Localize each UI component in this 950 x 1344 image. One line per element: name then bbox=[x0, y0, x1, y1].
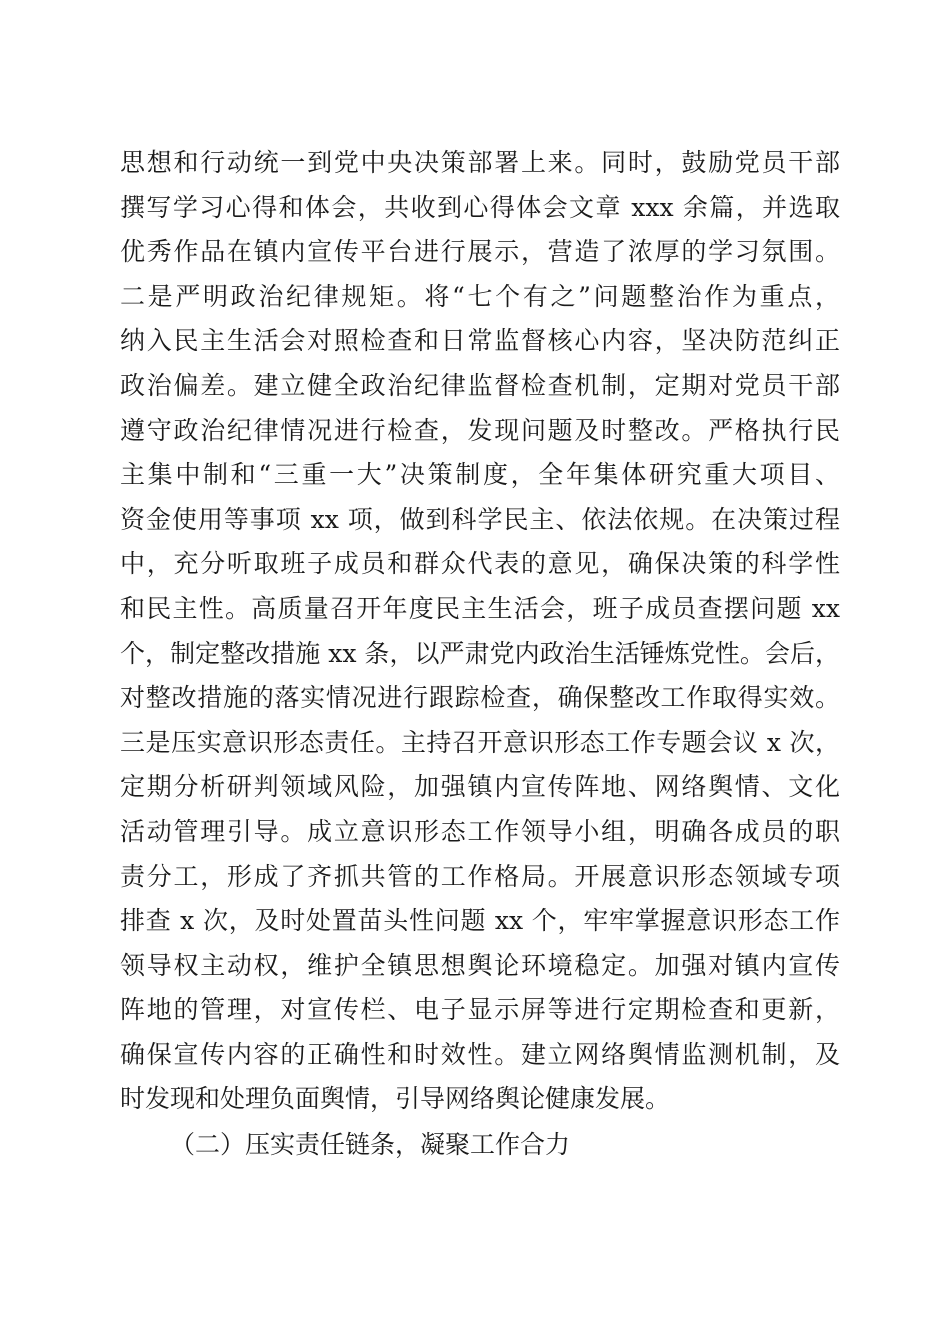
text-line: 优秀作品在镇内宣传平台进行展示，营造了浓厚的学习氛围。 bbox=[120, 237, 840, 267]
text-line: 中，充分听取班子成员和群众代表的意见，确保决策的科学性 bbox=[120, 549, 840, 579]
text-line: 遵守政治纪律情况进行检查，发现问题及时整改。严格执行民 bbox=[120, 415, 840, 445]
text-line: 思想和行动统一到党中央决策部署上来。同时，鼓励党员干部 bbox=[120, 148, 840, 177]
text-line: 活动管理引导。成立意识形态工作领导小组，明确各成员的职 bbox=[120, 816, 840, 846]
text-line: 责分工，形成了齐抓共管的工作格局。开展意识形态领域专项 bbox=[120, 861, 840, 891]
text-line: 撰写学习心得和体会，共收到心得体会文章 xxx 余篇，并选取 bbox=[120, 192, 840, 222]
text-line: 资金使用等事项 xx 项，做到科学民主、依法依规。在决策过程 bbox=[120, 504, 840, 534]
text-line: 定期分析研判领域风险，加强镇内宣传阵地、网络舆情、文化 bbox=[120, 772, 840, 802]
text-line: 阵地的管理，对宣传栏、电子显示屏等进行定期检查和更新， bbox=[120, 995, 840, 1025]
text-line: 和民主性。高质量召开年度民主生活会，班子成员查摆问题 xx bbox=[120, 593, 840, 623]
body-text bbox=[120, 141, 840, 1122]
text-line: 领导权主动权，维护全镇思想舆论环境稳定。加强对镇内宣传 bbox=[120, 950, 840, 980]
text-line: 纳入民主生活会对照检查和日常监督核心内容，坚决防范纠正 bbox=[120, 326, 840, 356]
text-line: 主集中制和“三重一大”决策制度，全年集体研究重大项目、 bbox=[120, 460, 840, 490]
text-line: 个，制定整改措施 xx 条，以严肃党内政治生活锤炼党性。会后， bbox=[120, 638, 840, 668]
section-heading: （二）压实责任链条，凝聚工作合力 bbox=[170, 1130, 571, 1159]
text-line: 对整改措施的落实情况进行跟踪检查，确保整改工作取得实效。 bbox=[120, 683, 840, 713]
text-line: 时发现和处理负面舆情，引导网络舆论健康发展。 bbox=[120, 1084, 671, 1114]
text-line: 三是压实意识形态责任。主持召开意识形态工作专题会议 x 次， bbox=[120, 727, 840, 757]
text-line: 政治偏差。建立健全政治纪律监督检查机制，定期对党员干部 bbox=[120, 370, 840, 400]
text-line: 确保宣传内容的正确性和时效性。建立网络舆情监测机制，及 bbox=[120, 1039, 840, 1069]
text-line: 二是严明政治纪律规矩。将“七个有之”问题整治作为重点， bbox=[120, 281, 840, 311]
text-line: 排查 x 次，及时处置苗头性问题 xx 个，牢牢掌握意识形态工作 bbox=[120, 906, 840, 936]
